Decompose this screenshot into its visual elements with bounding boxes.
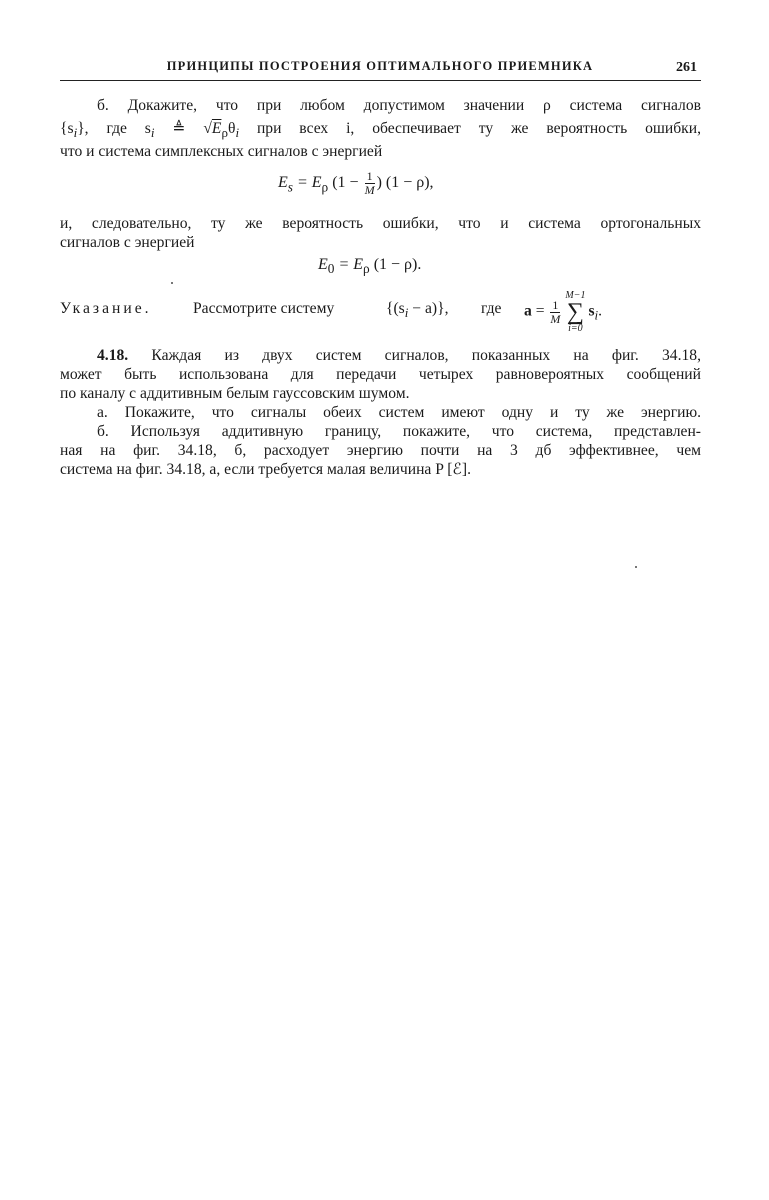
text-fragment: − a)}, [408,300,449,317]
hint-text: Рассмотрите систему [193,300,335,317]
subscript: i [594,307,599,323]
problem-part-b-line-2: ная на фиг. 34.18, б, расходует энергию почти на 3 дб эффективнее, чем [60,442,701,459]
formula-symbol: = E [292,174,322,192]
part-b-line-5: сигналов с энергией [60,234,195,251]
problem-4-18 [60,346,701,479]
sum-upper-limit: M−1 [565,290,586,301]
problem-line-2: может быть использована для передачи четырех равновероятных сообщений [60,366,701,383]
text-fragment: Каждая из двух систем сигналов, показанных на фиг. 34.18, [128,347,701,364]
formula-orthogonal-energy [318,256,421,277]
problem-line-3: по каналу с аддитивным белым гауссовским шумом. [60,385,410,402]
vector-s: s [588,302,595,320]
formula-fragment: (1 − ρ). [373,256,422,273]
subscript: i [73,125,78,141]
print-speck [635,566,637,568]
fraction-denominator: M [550,311,561,326]
formula-symbol: E [318,256,328,273]
part-b-continuation [60,214,701,252]
vector-a: a [524,302,532,320]
equals-sign: = [531,302,549,320]
problem-number: 4.18. [97,347,129,364]
part-b-line-1: б. Докажите, что при любом допустимом значении ρ система сигналов [97,97,701,114]
problem-part-b-line-3: система на фиг. 34.18, а, если требуется малая величина P [ℰ]. [60,461,471,478]
subscript: s [287,179,293,195]
fraction-denominator: M [364,183,375,197]
sigma-symbol: ∑ [566,299,584,325]
text-fragment: при всех i, обеспечивает ту же вероятность ошибки, [239,120,701,137]
page-number: 261 [676,60,697,75]
period: . [598,302,603,320]
subscript: 0 [327,261,335,277]
problem-part-a: а. Покажите, что сигналы обеих систем имеют одну и ту же энергию. [97,404,701,421]
fraction-numerator: 1 [552,297,559,312]
formula-fragment: (1 − ρ), [385,174,434,192]
subscript: i [235,125,240,141]
subscript: ρ [321,179,329,195]
part-b-line-4: и, следовательно, ту же вероятность ошибки, что и система ортогональных [60,215,701,232]
subscript: ρ [363,261,370,277]
formula-symbol: = E [334,256,364,273]
formula-fragment: ) [376,174,382,192]
subscript: i [404,305,409,321]
energy-symbol: E [211,120,222,137]
problem-line-1 [60,346,701,365]
formula-simplex-energy [278,170,434,197]
sqrt-symbol: √ [203,120,212,137]
part-b-paragraph [60,96,701,161]
problem-part-b-line-1: б. Используя аддитивную границу, покажите, что система, представлен- [97,423,701,440]
text-fragment: {(s [386,300,405,317]
hint-label: Указание. [60,300,152,317]
hint-formula [524,290,602,334]
subscript: ρ [221,125,228,141]
fraction-one-over-m [365,170,375,197]
fraction-numerator: 1 [366,169,373,183]
fraction-one-over-m [550,299,560,326]
theta-symbol: θ [227,120,236,137]
part-b-line-3: что и система симплексных сигналов с энергией [60,143,383,161]
hint-line [60,282,701,338]
hint-set [386,300,448,321]
header-rule [60,80,701,81]
formula-fragment: (1 − [332,174,359,192]
defined-as-symbol: ≜ [172,120,186,137]
text-fragment: }, где s [77,120,151,137]
formula-symbol: E [278,174,288,192]
summation [565,290,585,334]
hint-where: где [481,300,502,317]
sum-lower-limit: i=0 [568,323,583,334]
running-header-title: ПРИНЦИПЫ ПОСТРОЕНИЯ ОПТИМАЛЬНОГО ПРИЕМНИКА [166,59,594,73]
text-fragment: {s [60,120,74,137]
subscript: i [150,125,155,141]
part-b-line-2 [60,119,701,142]
